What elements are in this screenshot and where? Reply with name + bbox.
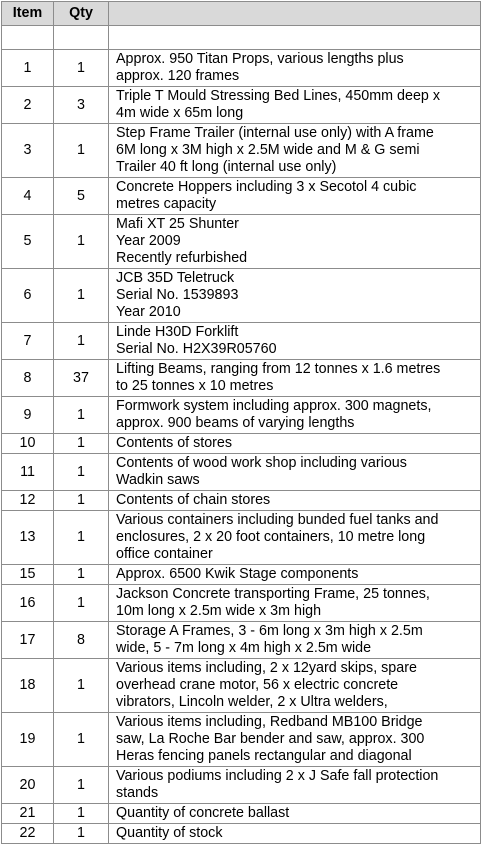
item-number-cell: 3 — [2, 124, 54, 178]
item-number-cell: 9 — [2, 397, 54, 434]
table-row — [2, 323, 481, 360]
item-number-cell: 13 — [2, 511, 54, 565]
table-row — [2, 178, 481, 215]
quantity-cell: 1 — [54, 804, 109, 824]
empty-cell — [109, 26, 481, 50]
quantity-cell: 37 — [54, 360, 109, 397]
description-cell: Step Frame Trailer (internal use only) with A frame 6M long x 3M high x 2.5M wide and M & G semi Trailer 40 ft long (internal use only) — [109, 124, 481, 178]
quantity-cell: 1 — [54, 511, 109, 565]
item-number-cell: 12 — [2, 491, 54, 511]
header-qty: Qty — [54, 2, 109, 26]
table-row — [2, 454, 481, 491]
item-number-cell: 4 — [2, 178, 54, 215]
description-cell: Approx. 950 Titan Props, various lengths plus approx. 120 frames — [109, 50, 481, 87]
inventory-table — [1, 1, 481, 844]
quantity-cell: 1 — [54, 323, 109, 360]
quantity-cell: 5 — [54, 178, 109, 215]
quantity-cell: 1 — [54, 434, 109, 454]
description-cell: Various podiums including 2 x J Safe fall protection stands — [109, 767, 481, 804]
item-number-cell: 22 — [2, 824, 54, 844]
description-cell: Contents of stores — [109, 434, 481, 454]
table-row — [2, 434, 481, 454]
description-cell: Formwork system including approx. 300 magnets, approx. 900 beams of varying lengths — [109, 397, 481, 434]
description-cell: Concrete Hoppers including 3 x Secotol 4 cubic metres capacity — [109, 178, 481, 215]
table-row — [2, 50, 481, 87]
quantity-cell: 1 — [54, 767, 109, 804]
description-cell: Storage A Frames, 3 - 6m long x 3m high x 2.5m wide, 5 - 7m long x 4m high x 2.5m wide — [109, 622, 481, 659]
description-cell: Jackson Concrete transporting Frame, 25 tonnes, 10m long x 2.5m wide x 3m high — [109, 585, 481, 622]
table-row — [2, 87, 481, 124]
empty-row — [2, 26, 481, 50]
item-number-cell: 16 — [2, 585, 54, 622]
item-number-cell: 15 — [2, 565, 54, 585]
item-number-cell: 1 — [2, 50, 54, 87]
description-cell: Approx. 6500 Kwik Stage components — [109, 565, 481, 585]
table-row — [2, 622, 481, 659]
item-number-cell: 11 — [2, 454, 54, 491]
table-row — [2, 491, 481, 511]
quantity-cell: 1 — [54, 713, 109, 767]
description-cell: Various items including, Redband MB100 Bridge saw, La Roche Bar bender and saw, approx. 300 Heras fencing panels rectangular and diagonal — [109, 713, 481, 767]
table-row — [2, 360, 481, 397]
header-row — [2, 2, 481, 26]
description-cell: Various containers including bunded fuel tanks and enclosures, 2 x 20 foot containers, 10 metre long office container — [109, 511, 481, 565]
description-cell: Contents of wood work shop including various Wadkin saws — [109, 454, 481, 491]
item-number-cell: 10 — [2, 434, 54, 454]
item-number-cell: 8 — [2, 360, 54, 397]
quantity-cell: 1 — [54, 454, 109, 491]
quantity-cell: 8 — [54, 622, 109, 659]
item-number-cell: 5 — [2, 215, 54, 269]
quantity-cell: 1 — [54, 397, 109, 434]
table-row — [2, 585, 481, 622]
item-number-cell: 21 — [2, 804, 54, 824]
description-cell: Triple T Mould Stressing Bed Lines, 450mm deep x 4m wide x 65m long — [109, 87, 481, 124]
description-cell: Quantity of concrete ballast — [109, 804, 481, 824]
quantity-cell: 1 — [54, 659, 109, 713]
table-row — [2, 124, 481, 178]
description-cell: Lifting Beams, ranging from 12 tonnes x 1.6 metres to 25 tonnes x 10 metres — [109, 360, 481, 397]
table-row — [2, 804, 481, 824]
table-row — [2, 767, 481, 804]
table-row — [2, 397, 481, 434]
quantity-cell: 1 — [54, 585, 109, 622]
item-number-cell: 6 — [2, 269, 54, 323]
empty-cell — [54, 26, 109, 50]
table-row — [2, 215, 481, 269]
quantity-cell: 1 — [54, 215, 109, 269]
quantity-cell: 1 — [54, 824, 109, 844]
header-description — [109, 2, 481, 26]
table-row — [2, 511, 481, 565]
table-row — [2, 824, 481, 844]
item-number-cell: 7 — [2, 323, 54, 360]
item-number-cell: 19 — [2, 713, 54, 767]
quantity-cell: 1 — [54, 269, 109, 323]
item-number-cell: 17 — [2, 622, 54, 659]
quantity-cell: 3 — [54, 87, 109, 124]
quantity-cell: 1 — [54, 124, 109, 178]
description-cell: Quantity of stock — [109, 824, 481, 844]
table-row — [2, 269, 481, 323]
table-row — [2, 659, 481, 713]
item-number-cell: 18 — [2, 659, 54, 713]
item-number-cell: 20 — [2, 767, 54, 804]
table-row — [2, 565, 481, 585]
header-item: Item — [2, 2, 54, 26]
description-cell: JCB 35D Teletruck Serial No. 1539893 Year 2010 — [109, 269, 481, 323]
quantity-cell: 1 — [54, 50, 109, 87]
description-cell: Linde H30D Forklift Serial No. H2X39R05760 — [109, 323, 481, 360]
item-number-cell: 2 — [2, 87, 54, 124]
empty-cell — [2, 26, 54, 50]
quantity-cell: 1 — [54, 565, 109, 585]
description-cell: Mafi XT 25 Shunter Year 2009 Recently refurbished — [109, 215, 481, 269]
table-row — [2, 713, 481, 767]
quantity-cell: 1 — [54, 491, 109, 511]
description-cell: Contents of chain stores — [109, 491, 481, 511]
description-cell: Various items including, 2 x 12yard skips, spare overhead crane motor, 56 x electric concrete vibrators, Lincoln welder, 2 x Ultra welders, — [109, 659, 481, 713]
